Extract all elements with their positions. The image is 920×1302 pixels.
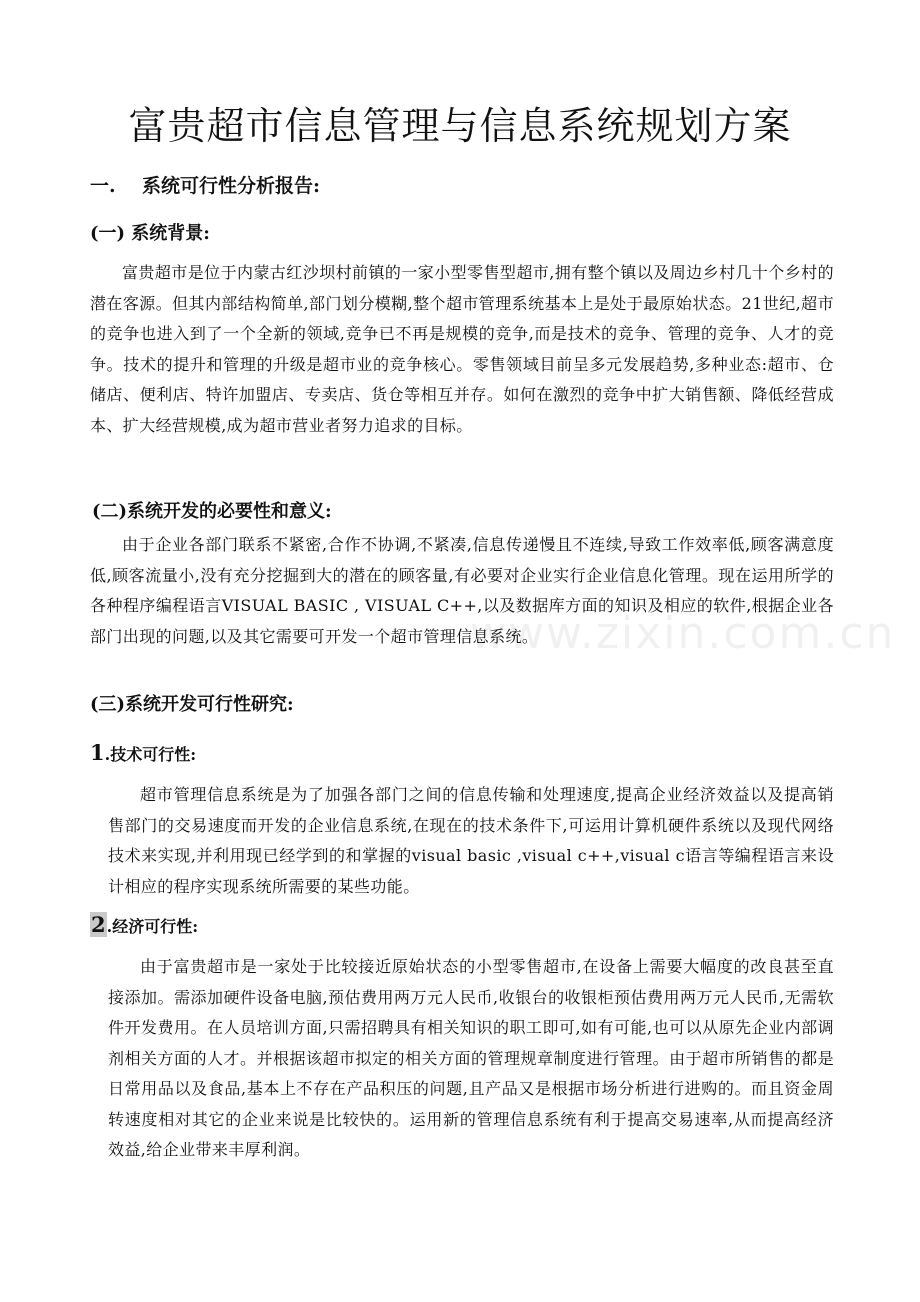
paragraph-background: 富贵超市是位于内蒙古红沙坝村前镇的一家小型零售型超市,拥有整个镇以及周边乡村几十个乡村的潜在客源。但其内部结构简单,部门划分模糊,整个超市管理系统基本上是处于最原始状态。21世纪,超市的竞争也进入到了一个全新的领域,竞争已不再是规模的竞争,而是技术的竞争、管理的竞争、人才的竞争。技术的提升和管理的升级是超市业的竞争核心。零售领域目前呈多元发展趋势,多种业态:超市、仓储店、便利店、特许加盟店、专卖店、货仓等相互并存。如何在激烈的竞争中扩大销售额、降低经营成本、扩大经营规模,成为超市营业者努力追求的目标。 [90,263,834,435]
watermark: www.zixin.com.cn [470,608,896,659]
item-heading-technical [90,740,196,768]
item-number: 1 [90,740,105,765]
section-number: 一. [90,175,116,197]
paragraph-economic: 由于富贵超市是一家处于比较接近原始状态的小型零售超市,在设备上需要大幅度的改良甚至直接添加。需添加硬件设备电脑,预估费用两万元人民币,收银台的收银柜预估费用两万元人民币,无需软件开发费用。在人员培训方面,只需招聘具有相关知识的职工即可,如有可能,也可以从原先企业内部调剂相关方面的人才。并根据该超市拟定的相关方面的管理规章制度进行管理。由于超市所销售的都是日常用品以及食品,基本上不存在产品积压的问题,且产品又是根据市场分析进行进购的。而且资金周转速度相对其它的企业来说是比较快的。运用新的管理信息系统有利于提高交易速率,从而提高经济效益,给企业带来丰厚利润。 [108,957,834,1159]
section-heading-label: 系统可行性分析报告: [142,175,321,197]
item-heading-economic [90,912,198,940]
subsection-heading-background: (一) 系统背景: [90,223,210,244]
subsection-heading-necessity: (二)系统开发的必要性和意义: [92,501,332,522]
item-number: 2 [91,912,106,937]
paragraph-technical: 超市管理信息系统是为了加强各部门之间的信息传输和处理速度,提高企业经济效益以及提高销售部门的交易速度而开发的企业信息系统,在现在的技术条件下,可运用计算机硬件系统以及现代网络技术来实现,并利用现已经学到的和掌握的visual basic ,visual c++,visual c语言等编程语言来设计相应的程序实现系统所需要的某些功能。 [108,785,834,896]
item-heading-label: .技术可行性: [104,745,197,764]
paragraph-necessity: 由于企业各部门联系不紧密,合作不协调,不紧凑,信息传递慢且不连续,导致工作效率低,顾客满意度低,顾客流量小,没有充分挖掘到大的潜在的顾客量,有必要对企业实行企业信息化管理。现在运用所学的各种程序编程语言VISUAL BASIC , VISUAL C++,以及数据库方面的知识及相应的软件,根据企业各部门出现的问题,以及其它需要可开发一个超市管理信息系统。 [90,535,834,646]
subsection-heading-research: (三)系统开发可行性研究: [90,694,294,715]
document-title: 富贵超市信息管理与信息系统规划方案 [128,104,792,148]
section-heading-feasibility [90,172,320,200]
item-heading-label: .经济可行性: [106,917,199,936]
